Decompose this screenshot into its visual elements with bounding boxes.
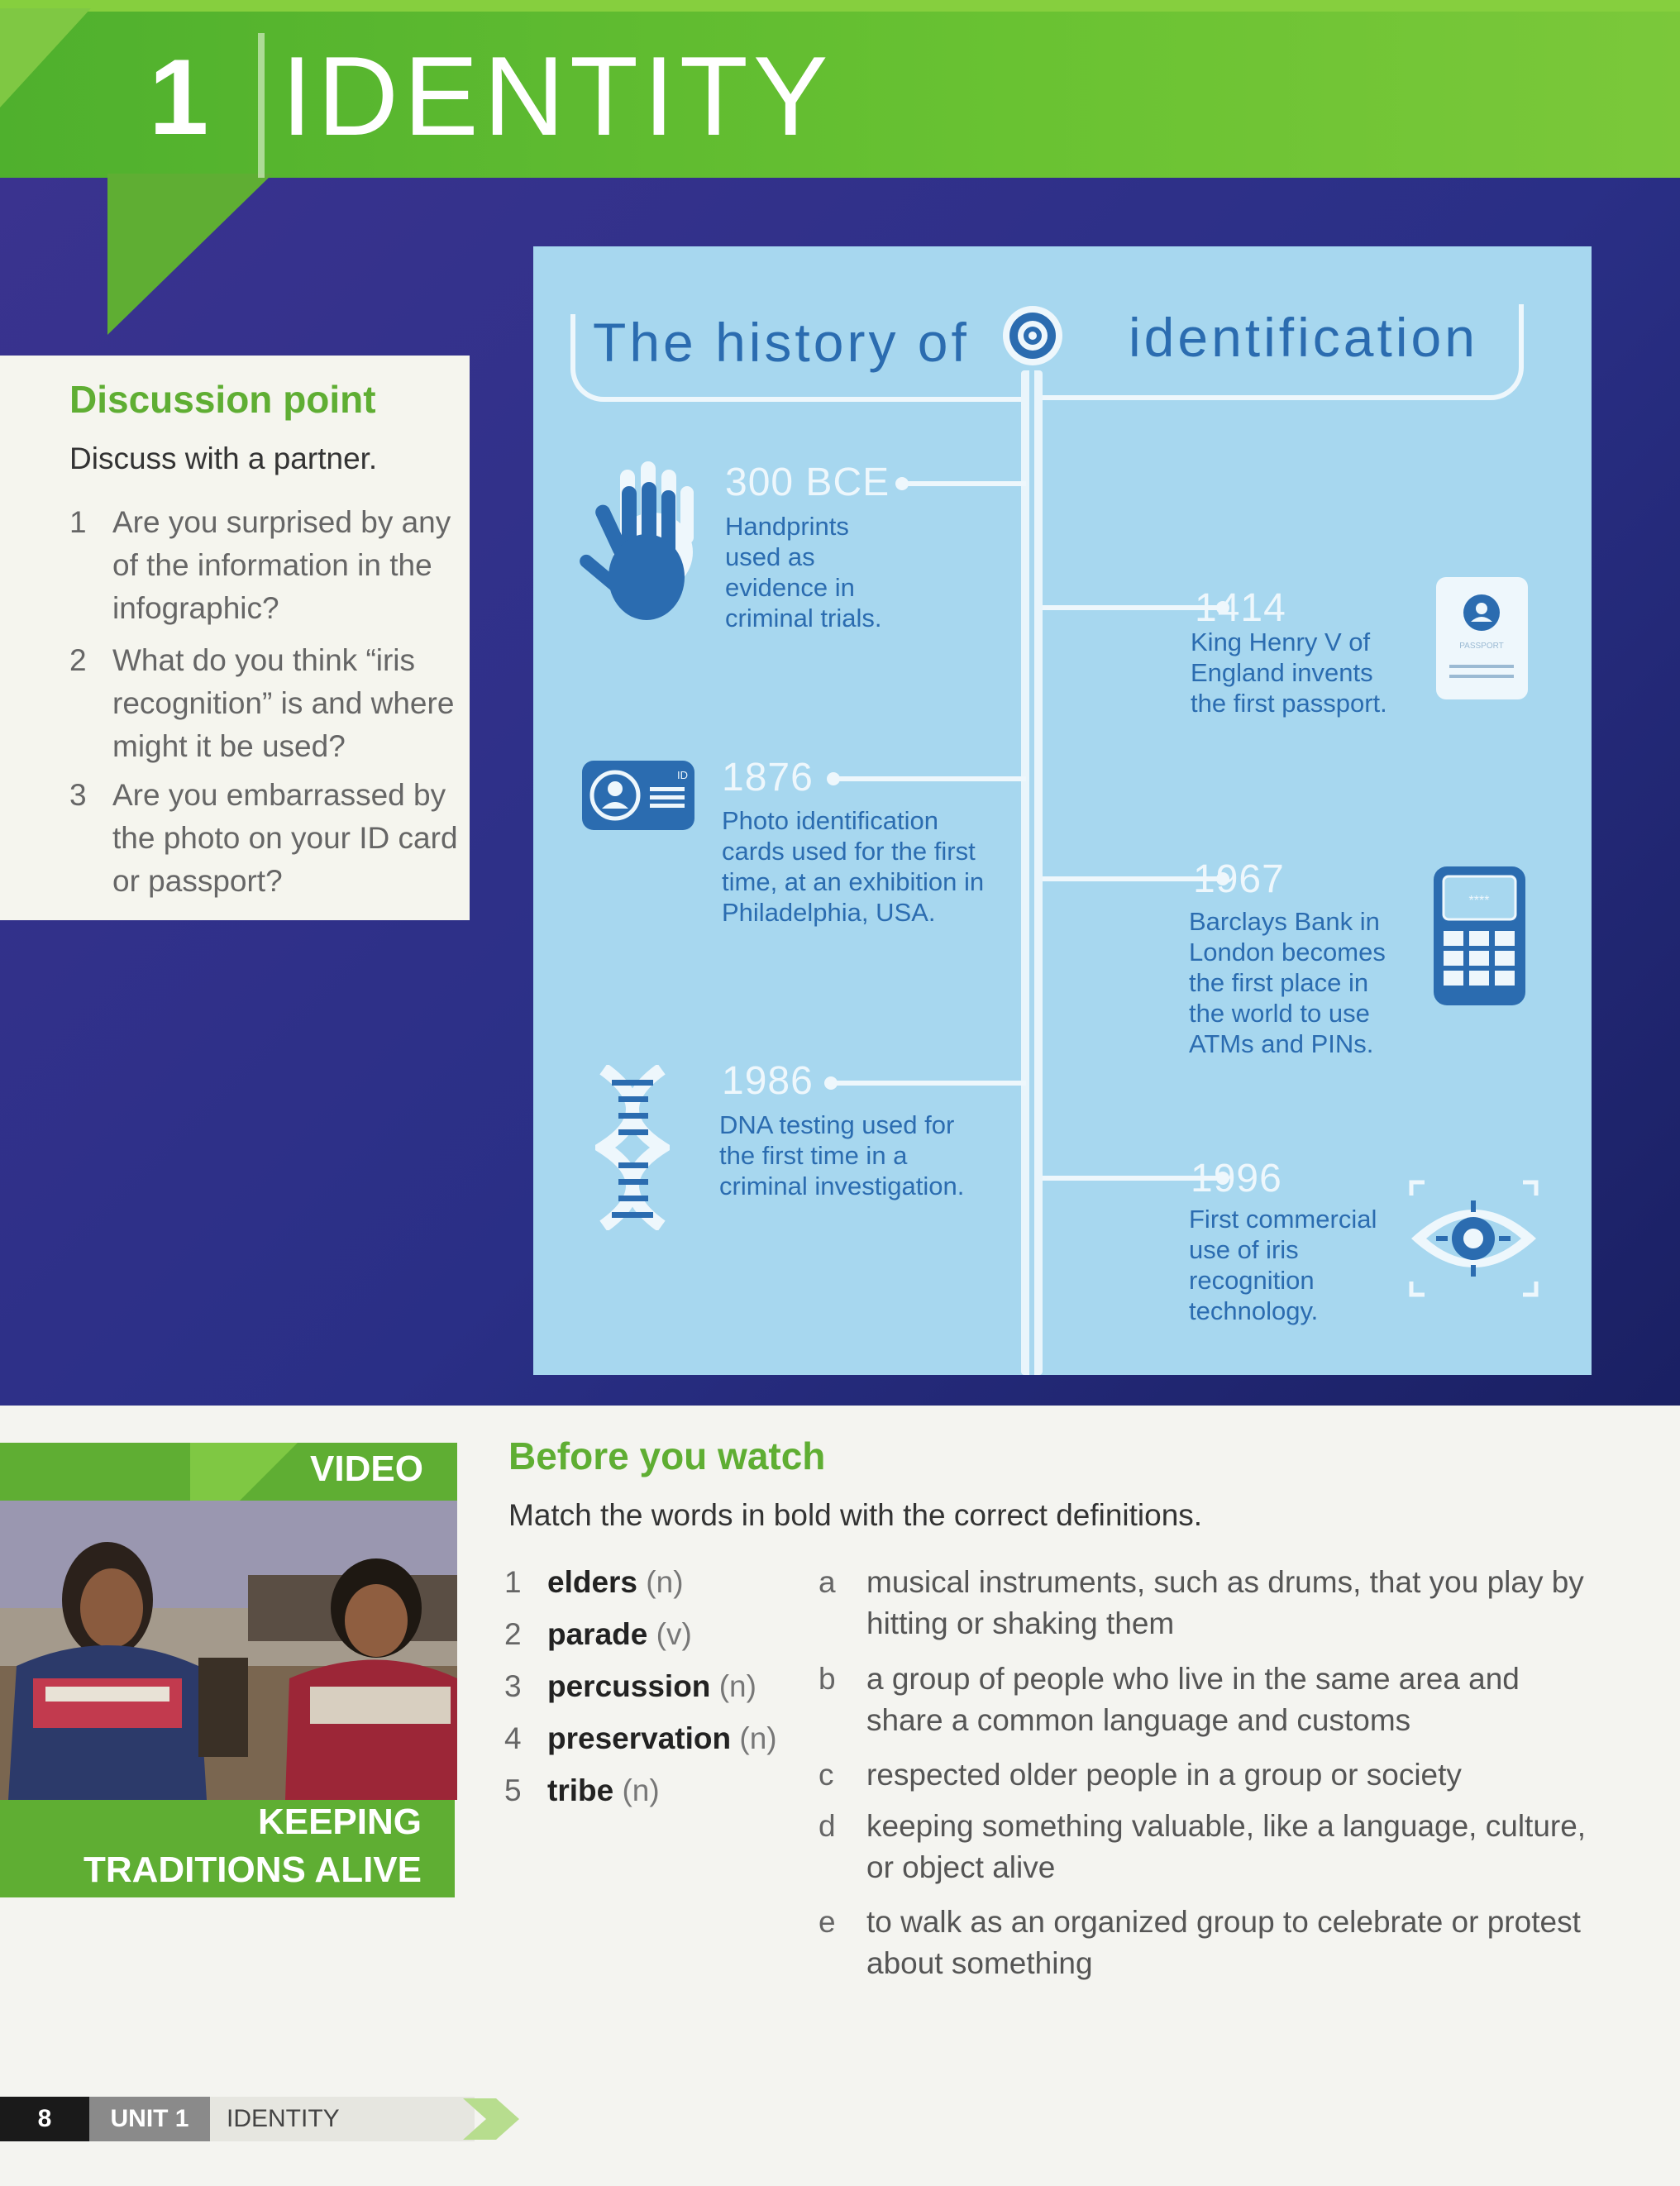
question-number: 1 xyxy=(69,505,87,539)
video-label: VIDEO xyxy=(310,1449,423,1489)
word-pos: (n) xyxy=(718,1669,756,1703)
word-text: preservation xyxy=(547,1721,732,1755)
infographic-panel xyxy=(533,246,1592,1375)
before-you-watch-instruction: Match the words in bold with the correct definitions. xyxy=(508,1498,1203,1532)
passport-word: PASSPORT xyxy=(1459,642,1504,651)
definition xyxy=(819,1754,1596,1796)
word-pos: (n) xyxy=(739,1721,777,1755)
definition-text: musical instruments, such as drums, that you play by hitting or shaking them xyxy=(866,1565,1584,1640)
question-number: 3 xyxy=(69,778,87,812)
unit-title: IDENTITY xyxy=(281,33,833,159)
event-year: 1414 xyxy=(1195,586,1286,630)
timeline-connector xyxy=(833,776,1026,781)
vocab-word xyxy=(504,1617,692,1652)
word-number: 4 xyxy=(504,1721,522,1755)
video-still-image xyxy=(0,1501,457,1800)
atm-keypad-icon xyxy=(1432,865,1527,1007)
dna-icon xyxy=(595,1065,670,1230)
target-icon xyxy=(1003,306,1062,365)
vocab-word xyxy=(504,1565,684,1600)
infographic-title-left: The history of xyxy=(593,312,970,373)
word-number: 1 xyxy=(504,1565,522,1599)
event-description: First commercial use of iris recognition technology. xyxy=(1189,1205,1377,1325)
event-year: 1996 xyxy=(1191,1157,1282,1200)
word-number: 5 xyxy=(504,1773,522,1807)
header-arrow-tip xyxy=(0,0,273,178)
definition-text: keeping something valuable, like a language, culture, or object alive xyxy=(866,1809,1587,1884)
before-you-watch-title: Before you watch xyxy=(508,1434,826,1477)
word-text: tribe xyxy=(547,1773,614,1807)
discussion-question xyxy=(69,639,455,771)
definition xyxy=(819,1562,1596,1644)
definition-letter: d xyxy=(819,1809,836,1843)
event-year: 1967 xyxy=(1193,857,1285,901)
infographic-title-right: identification xyxy=(1129,307,1478,368)
event-description: Barclays Bank in London becomes the first place in the world to use ATMs and PINs. xyxy=(1189,907,1386,1058)
footer-chevron-icon xyxy=(463,2090,521,2148)
question-number: 2 xyxy=(69,643,87,677)
id-card-icon xyxy=(580,759,696,832)
header-arrow-shape xyxy=(0,174,273,339)
question-text: Are you embarrassed by the photo on your ID card or passport? xyxy=(112,778,458,898)
passport-icon xyxy=(1434,575,1530,701)
vocab-word xyxy=(504,1773,660,1808)
video-thumbnail[interactable] xyxy=(0,1501,457,1800)
question-text: Are you surprised by any of the information in the infographic? xyxy=(112,505,451,625)
hand-icon xyxy=(579,453,703,631)
definition-letter: b xyxy=(819,1662,836,1696)
vocab-word xyxy=(504,1721,777,1756)
word-number: 2 xyxy=(504,1617,522,1651)
video-caption-line: KEEPING xyxy=(257,1802,422,1842)
definition xyxy=(819,1806,1596,1888)
page-number: 8 xyxy=(0,2097,89,2141)
eye-icon xyxy=(1401,1172,1546,1305)
timeline-connector xyxy=(902,481,1026,486)
discussion-title: Discussion point xyxy=(69,378,376,421)
definition xyxy=(819,1902,1596,1984)
word-number: 3 xyxy=(504,1669,522,1703)
event-description: King Henry V of England invents the first passport. xyxy=(1191,628,1387,718)
timeline-connector xyxy=(831,1081,1026,1086)
unit-number: 1 xyxy=(149,36,209,157)
definition-letter: a xyxy=(819,1565,836,1599)
definition-letter: c xyxy=(819,1758,834,1792)
video-arrow-shape xyxy=(190,1443,298,1501)
discussion-question xyxy=(69,501,450,633)
discussion-box xyxy=(0,356,470,920)
video-caption xyxy=(33,1798,422,1894)
atm-screen-text: **** xyxy=(1468,894,1490,908)
timeline-spine-groove xyxy=(1029,370,1034,1375)
event-year: 300 BCE xyxy=(725,461,890,504)
question-text: What do you think “iris recognition” is and where might it be used? xyxy=(112,643,455,763)
video-caption-line: TRADITIONS ALIVE xyxy=(83,1850,422,1890)
definition-letter: e xyxy=(819,1905,836,1939)
event-description: DNA testing used for the first time in a criminal investigation. xyxy=(719,1110,965,1200)
definition-text: a group of people who live in the same area and share a common language and customs xyxy=(866,1662,1520,1737)
event-description: Photo identification cards used for the first time, at an exhibition in Philadelphia, USA. xyxy=(722,806,985,927)
unit-divider xyxy=(258,33,265,178)
footer-unit: UNIT 1 xyxy=(89,2097,210,2141)
word-pos: (n) xyxy=(646,1565,684,1599)
word-pos: (n) xyxy=(622,1773,660,1807)
word-text: elders xyxy=(547,1565,638,1599)
discussion-instruction: Discuss with a partner. xyxy=(69,441,378,475)
word-text: percussion xyxy=(547,1669,711,1703)
footer-title: IDENTITY xyxy=(210,2097,475,2141)
event-description: Handprints used as evidence in criminal trials. xyxy=(725,512,882,632)
definition xyxy=(819,1659,1596,1741)
word-text: parade xyxy=(547,1617,648,1651)
definition-text: respected older people in a group or society xyxy=(866,1758,1462,1792)
vocab-word xyxy=(504,1669,756,1704)
id-badge-text: ID xyxy=(677,769,688,781)
definition-text: to walk as an organized group to celebrate or protest about something xyxy=(866,1905,1581,1980)
event-year: 1876 xyxy=(722,756,814,799)
discussion-question xyxy=(69,774,458,906)
word-pos: (v) xyxy=(656,1617,692,1651)
event-year: 1986 xyxy=(722,1059,814,1103)
